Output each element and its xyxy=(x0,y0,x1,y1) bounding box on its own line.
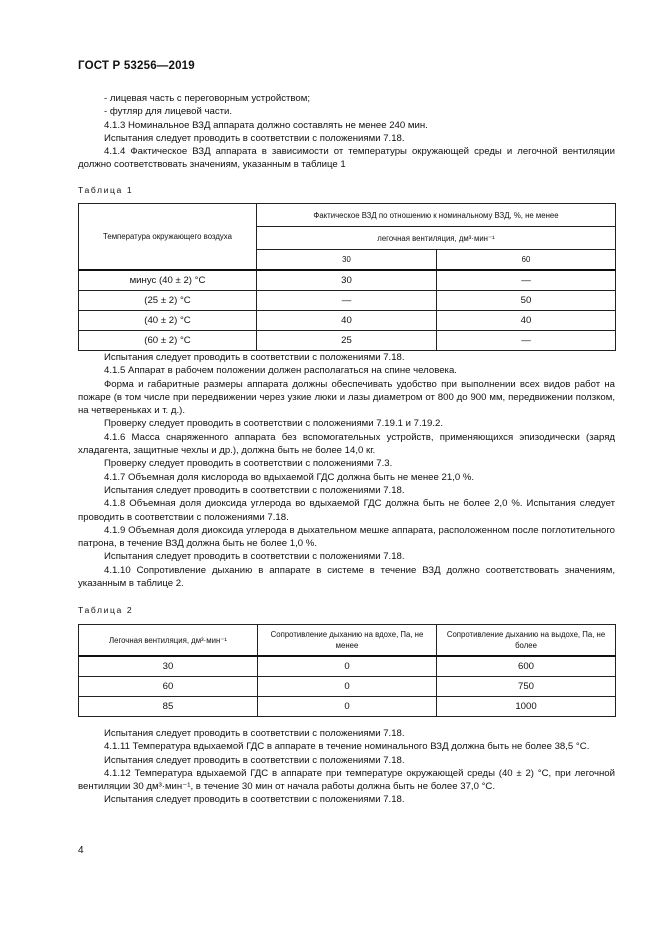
paragraph: Испытания следует проводить в соответствии с положениями 7.18. xyxy=(104,352,405,363)
table-cell: 0 xyxy=(258,697,437,717)
table-cell: 85 xyxy=(79,697,258,717)
table-2-col-exhale-header: Сопротивление дыханию на выдохе, Па, не более xyxy=(437,625,616,657)
text-block-1 xyxy=(78,92,615,172)
table-1-col-60: 60 xyxy=(437,250,616,271)
table-cell: — xyxy=(257,291,437,311)
paragraph: Испытания следует проводить в соответствии с положениями 7.18. xyxy=(104,484,405,496)
table-cell: 30 xyxy=(79,656,258,677)
table-cell: — xyxy=(437,331,616,351)
table-cell: 0 xyxy=(258,656,437,677)
table-2-col-inhale-header: Сопротивление дыханию на вдохе, Па, не менее xyxy=(258,625,437,657)
page-number: 4 xyxy=(78,845,84,856)
table-cell: (60 ± 2) °С xyxy=(79,331,257,351)
paragraph: 4.1.7 Объемная доля кислорода во вдыхаемой ГДС должна быть не менее 21,0 %. xyxy=(104,471,475,483)
table-row xyxy=(79,291,616,311)
table-cell: 30 xyxy=(257,270,437,291)
table-cell: 60 xyxy=(79,677,258,697)
paragraph: Испытания следует проводить в соответствии с положениями 7.18. xyxy=(104,132,405,144)
paragraph: 4.1.12 Температура вдыхаемой ГДС в аппарате при температуре окружающей среды (40 ± 2) °С, при легочной вентиляции 30 дм³·мин⁻¹, в течение 30 мин от начала работы должна быть не более 37,0 °С. xyxy=(78,767,615,793)
table-cell: (25 ± 2) °С xyxy=(79,291,257,311)
table-1-group-header: Фактическое ВЗД по отношению к номинальному ВЗД, %, не менее xyxy=(257,204,616,227)
paragraph: Проверку следует проводить в соответствии с положениями 7.19.1 и 7.19.2. xyxy=(104,418,443,430)
table-cell: 40 xyxy=(437,311,616,331)
table-row xyxy=(79,311,616,331)
table-row xyxy=(79,677,616,697)
table-cell: 50 xyxy=(437,291,616,311)
table-cell: минус (40 ± 2) °С xyxy=(79,270,257,291)
table-row xyxy=(79,270,616,291)
paragraph: Испытания следует проводить в соответствии с положениями 7.18. xyxy=(104,794,405,806)
table-2-col-ventilation-header: Легочная вентиляция, дм³·мин⁻¹ xyxy=(79,625,258,657)
table-row xyxy=(79,656,616,677)
table-cell: 0 xyxy=(258,677,437,697)
paragraph: 4.1.3 Номинальное ВЗД аппарата должно составлять не менее 240 мин. xyxy=(104,119,428,131)
table-cell: — xyxy=(437,270,616,291)
table-1-sub-header: легочная вентиляция, дм³·мин⁻¹ xyxy=(257,227,616,250)
document-header: ГОСТ Р 53256—2019 xyxy=(78,60,195,72)
table-1 xyxy=(78,203,616,351)
paragraph: - футляр для лицевой части. xyxy=(104,106,233,118)
paragraph: Испытания следует проводить в соответствии с положениями 7.18. xyxy=(104,754,405,766)
paragraph: 4.1.4 Фактическое ВЗД аппарата в зависимости от температуры окружающей среды и легочной вентиляции должно соответствовать значениям, указанным в таблице 1 xyxy=(78,146,615,171)
paragraph: 4.1.5 Аппарат в рабочем положении должен располагаться на спине человека. xyxy=(104,365,457,377)
table-cell: 40 xyxy=(257,311,437,331)
table-cell: 600 xyxy=(437,656,616,677)
paragraph: Проверку следует проводить в соответствии с положениями 7.3. xyxy=(104,458,393,470)
text-block-3 xyxy=(78,727,615,807)
text-block-2 xyxy=(78,351,615,590)
table-cell: 1000 xyxy=(437,697,616,717)
paragraph: 4.1.9 Объемная доля диоксида углерода в дыхательном мешке аппарата, расположенном после поглотительного патрона, в течение ВЗД должна быть не более 1,0 %. xyxy=(78,524,615,550)
table-cell: (40 ± 2) °С xyxy=(79,311,257,331)
paragraph: Испытания следует проводить в соответствии с положениями 7.18. xyxy=(104,551,405,563)
paragraph: Форма и габаритные размеры аппарата должны обеспечивать удобство при выполнении всех видов работ на пожаре (в том числе при передвижении через узкие люки и лазы диаметром от 800 до 900 мм, передвижении ползком, на четвереньках и т. д.). xyxy=(78,378,615,417)
paragraph: 4.1.11 Температура вдыхаемой ГДС в аппарате в течение номинального ВЗД должна быть не более 38,5 °С. xyxy=(104,741,590,753)
paragraph: - лицевая часть с переговорным устройством; xyxy=(104,93,311,104)
table-1-caption: Таблица 1 xyxy=(78,185,134,195)
paragraph: 4.1.6 Масса снаряженного аппарата без вспомогательных устройств, применяющихся эпизодически (заряд хладагента, защитные чехлы и др.), должна быть не более 14,0 кг. xyxy=(78,431,615,457)
table-1-col-temp-header: Температура окружающего воздуха xyxy=(79,204,257,271)
table-2-caption: Таблица 2 xyxy=(78,605,134,615)
table-cell: 25 xyxy=(257,331,437,351)
table-row xyxy=(79,331,616,351)
paragraph: 4.1.8 Объемная доля диоксида углерода во вдыхаемой ГДС должна быть не более 2,0 %. Испытания следует проводить в соответствии с положениями 7.18. xyxy=(78,498,615,523)
table-row xyxy=(79,697,616,717)
paragraph: Испытания следует проводить в соответствии с положениями 7.18. xyxy=(104,728,405,739)
table-1-col-30: 30 xyxy=(257,250,437,271)
table-cell: 750 xyxy=(437,677,616,697)
paragraph: 4.1.10 Сопротивление дыханию в аппарате в системе в течение ВЗД должно соответствовать значениям, указанным в таблице 2. xyxy=(78,564,615,590)
table-2 xyxy=(78,624,616,717)
